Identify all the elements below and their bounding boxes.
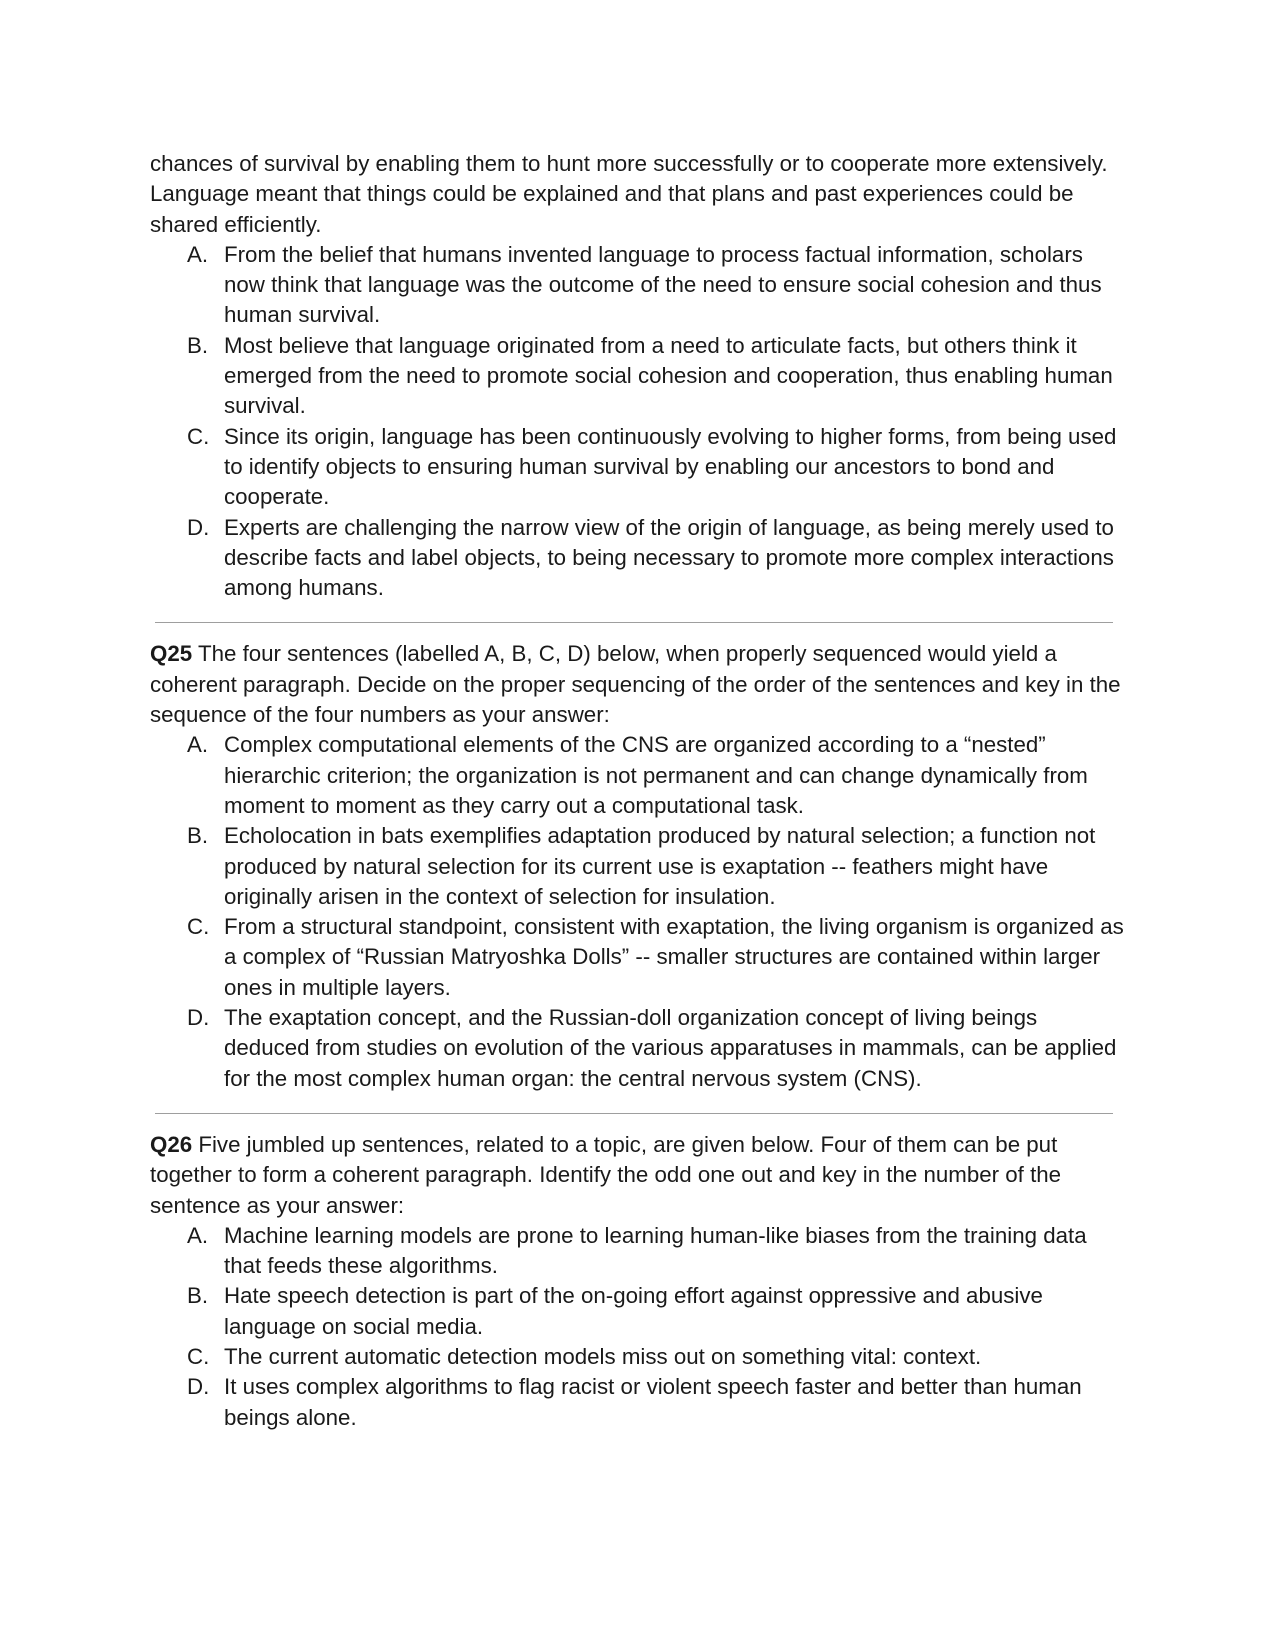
intro-paragraph: chances of survival by enabling them to hunt more successfully or to cooperate more extensively. Language meant that things could be explained and that plans and past experiences could be shared efficiently. xyxy=(150,151,1108,237)
option-letter: D. xyxy=(187,514,210,540)
option-text: Since its origin, language has been continuously evolving to higher forms, from being used to identify objects to ensuring human survival by enabling our ancestors to bond and cooperate. xyxy=(224,423,1117,510)
section-divider xyxy=(155,1113,1113,1114)
option-letter: A. xyxy=(187,732,209,758)
q25-option-a xyxy=(150,730,1125,821)
option-letter: B. xyxy=(187,1283,209,1309)
q24-option-a xyxy=(150,240,1125,331)
option-text: Hate speech detection is part of the on-going effort against oppressive and abusive language on social media. xyxy=(224,1283,1043,1339)
section-divider xyxy=(155,622,1113,623)
q24-option-b xyxy=(150,331,1125,422)
option-letter: C. xyxy=(187,914,210,940)
page-content xyxy=(150,149,1125,1433)
option-text: Echolocation in bats exemplifies adaptation produced by natural selection; a function not produced by natural selection for its current use is exaptation -- feathers might have originally arisen in the context of selection for insulation. xyxy=(224,823,1096,909)
q25-prompt xyxy=(150,639,1125,730)
q26-prompt xyxy=(150,1130,1125,1221)
option-text: The exaptation concept, and the Russian-doll organization concept of living beings deduced from studies on evolution of the various apparatuses in mammals, can be applied for the most complex human organ: the central nervous system (CNS). xyxy=(224,1005,1117,1091)
q25-label: Q25 xyxy=(150,641,193,667)
q25-option-b xyxy=(150,821,1125,912)
q25-options xyxy=(150,730,1125,1094)
q24-option-c xyxy=(150,422,1125,513)
option-text: Experts are challenging the narrow view of the origin of language, as being merely used to describe facts and label objects, to being necessary to promote more complex interactions among humans. xyxy=(224,514,1114,601)
q26-option-b xyxy=(150,1281,1125,1342)
option-text: From a structural standpoint, consistent with exaptation, the living organism is organized as a complex of “Russian Matryoshka Dolls” -- smaller structures are contained within larger ones in multiple layers. xyxy=(224,914,1124,1000)
option-text: The current automatic detection models miss out on something vital: context. xyxy=(224,1343,982,1369)
option-letter: D. xyxy=(187,1374,210,1400)
q26-label: Q26 xyxy=(150,1131,193,1157)
q26-option-c xyxy=(150,1342,1125,1372)
option-text: From the belief that humans invented language to process factual information, scholars now think that language was the outcome of the need to ensure social cohesion and thus human survival. xyxy=(224,241,1102,328)
q25-prompt-text: The four sentences (labelled A, B, C, D) below, when properly sequenced would yield a coherent paragraph. Decide on the proper sequencing of the order of the sentences and key in the sequence of the four numbers as your answer: xyxy=(150,641,1121,728)
option-letter: B. xyxy=(187,332,209,358)
option-letter: C. xyxy=(187,423,210,449)
option-letter: A. xyxy=(187,241,209,267)
option-text: It uses complex algorithms to flag racist or violent speech faster and better than human beings alone. xyxy=(224,1374,1082,1430)
option-text: Most believe that language originated from a need to articulate facts, but others think it emerged from the need to promote social cohesion and cooperation, thus enabling human survival. xyxy=(224,332,1113,419)
option-letter: A. xyxy=(187,1222,209,1248)
option-text: Complex computational elements of the CNS are organized according to a “nested” hierarchic criterion; the organization is not permanent and can change dynamically from moment to moment as they carry out a computational task. xyxy=(224,732,1088,818)
q25-option-c xyxy=(150,912,1125,1003)
q25-option-d xyxy=(150,1003,1125,1094)
q26-option-a xyxy=(150,1221,1125,1282)
option-text: Machine learning models are prone to learning human-like biases from the training data that feeds these algorithms. xyxy=(224,1222,1087,1279)
option-letter: B. xyxy=(187,823,209,849)
option-letter: D. xyxy=(187,1005,210,1031)
q24-options xyxy=(150,240,1125,604)
option-letter: C. xyxy=(187,1343,210,1369)
q26-prompt-text: Five jumbled up sentences, related to a topic, are given below. Four of them can be put together to form a coherent paragraph. Identify the odd one out and key in the number of the sentence as your answer: xyxy=(150,1131,1062,1218)
q26-option-d xyxy=(150,1372,1125,1433)
q24-option-d xyxy=(150,513,1125,604)
q26-options xyxy=(150,1221,1125,1433)
